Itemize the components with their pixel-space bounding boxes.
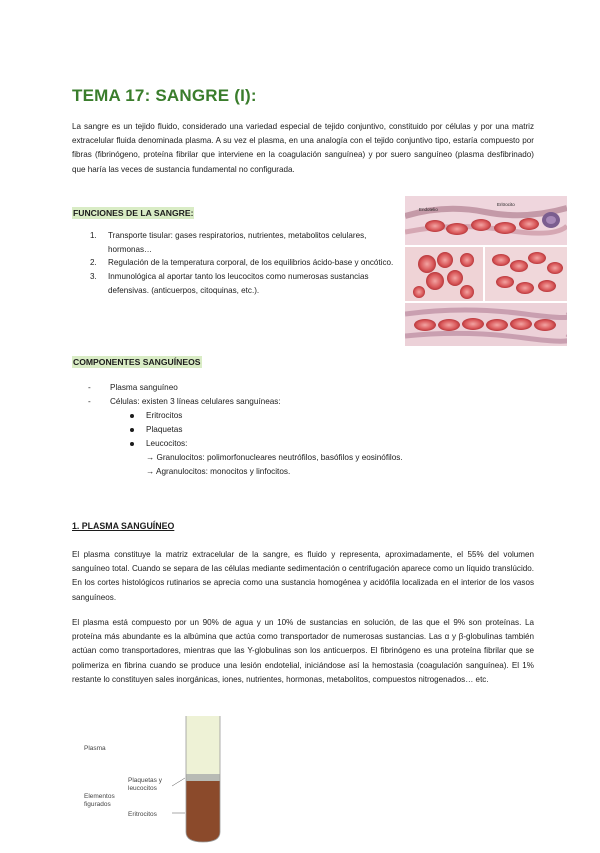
list-item — [88, 437, 508, 451]
tube-label-erythrocytes: Eritrocitos — [128, 811, 157, 818]
tube-label-platelets-1: Plaquetas y — [128, 777, 162, 784]
list-item — [86, 270, 404, 297]
component-plasma: Plasma sanguíneo — [110, 383, 178, 392]
test-tube-illustration — [84, 716, 284, 848]
functions-heading: FUNCIONES DE LA SANGRE: — [73, 208, 194, 218]
list-item — [88, 423, 508, 437]
tube-erythrocyte-layer — [186, 781, 220, 842]
tube-label-plasma: Plasma — [84, 745, 106, 752]
list-item-text: Inmunológica al aportar tanto los leucocitos como numerosas sustancias defensivas. (anticuerpos, citoquinas, etc.). — [108, 272, 369, 295]
functions-list — [86, 229, 404, 298]
list-number: 1. — [90, 231, 97, 240]
page-title: TEMA 17: SANGRE (I): — [72, 86, 257, 105]
list-number: 3. — [90, 272, 97, 282]
tube-plasma-layer — [186, 716, 220, 774]
cell-plaquetas: Plaquetas — [146, 425, 183, 434]
component-cells: Células: existen 3 líneas celulares sanguíneas: — [110, 397, 281, 406]
plasma-paragraph-1: El plasma constituye la matriz extracelular de la sangre, es fluido y representa, aproximadamente, el 55% del volumen sanguíneo total. Cuando se separa de las células mediante sedimentación o centrifugación aparece como un líquido translúcido. En los cortes histológicos rutinarios se aprecia como una sustancia homogénea y acidófila localizada en el interior de los vasos sanguíneos. — [72, 550, 534, 602]
histology-label-endotelio: Endotelio — [419, 207, 438, 212]
tube-label-elements-2: figurados — [84, 801, 111, 808]
cell-leucocitos: Leucocitos: — [146, 439, 188, 448]
tube-label-elements-1: Elementos — [84, 793, 115, 800]
histology-illustration — [405, 196, 567, 346]
list-item — [88, 451, 508, 465]
list-item — [86, 229, 404, 256]
histology-image — [405, 196, 567, 346]
list-item-text: Regulación de la temperatura corporal, de los equilibrios ácido-base y oncótico. — [108, 258, 394, 268]
section-plasma-heading: 1. PLASMA SANGUÍNEO — [72, 521, 175, 531]
tube-buffy-layer — [186, 774, 220, 781]
histology-label-eritrocito: Eritrocito — [497, 202, 515, 207]
intro-paragraph: La sangre es un tejido fluido, considerado una variedad especial de tejido conjuntivo, constituido por células y por una matriz extracelular fluida denominada plasma. A su vez el plasma, en una analogía con el tejido conjuntivo tipo, estaría compuesto por fibras (fibrinógeno, proteína fibrilar que interviene en la coagulación sanguínea) y por suero sanguíneo (plasma desfibrinado) que haría las veces de sustancia fundamental no configurada. — [72, 122, 534, 174]
list-item — [88, 409, 508, 423]
components-list — [88, 381, 508, 479]
granulocytes-text: → Granulocitos: polimorfonucleares neutrófilos, basófilos y eosinófilos. — [146, 453, 403, 462]
list-item: - Células: existen 3 líneas celulares sanguíneas: — [88, 397, 281, 406]
list-number: 2. — [90, 258, 97, 268]
list-item — [88, 465, 508, 479]
plasma-paragraph-2: El plasma está compuesto por un 90% de agua y un 10% de sustancias en solución, de las que el 9% son proteínas. La proteína más abundante es la albúmina que actúa como transportador de numerosas sustancias. Las α y β-globulinas también actúan como transportadores, mientras que las Y-globulinas son los anticuerpos. El fibrinógeno es una proteína fibrilar que se polimeriza en fibrina cuando se produce una lesión endotelial, iniciándose así la hemostasia (coagulación sanguínea). El 1% restante lo constituyen sales inorgánicas, iones, nutrientes, hormonas, metabolitos, compuestos nitrogenados… etc. — [72, 618, 534, 684]
agranulocytes-text: → Agranulocitos: monocitos y linfocitos. — [146, 467, 291, 476]
tube-label-platelets-2: leucocitos — [128, 785, 157, 792]
components-heading: COMPONENTES SANGUÍNEOS — [73, 357, 201, 367]
list-item: - Plasma sanguíneo — [88, 383, 178, 392]
test-tube-figure — [84, 716, 284, 848]
list-item-text: Transporte tisular: gases respiratorios, nutrientes, metabolitos celulares, hormonas… — [108, 231, 367, 254]
list-item — [86, 256, 404, 270]
cell-eritrocitos: Eritrocitos — [146, 411, 183, 420]
